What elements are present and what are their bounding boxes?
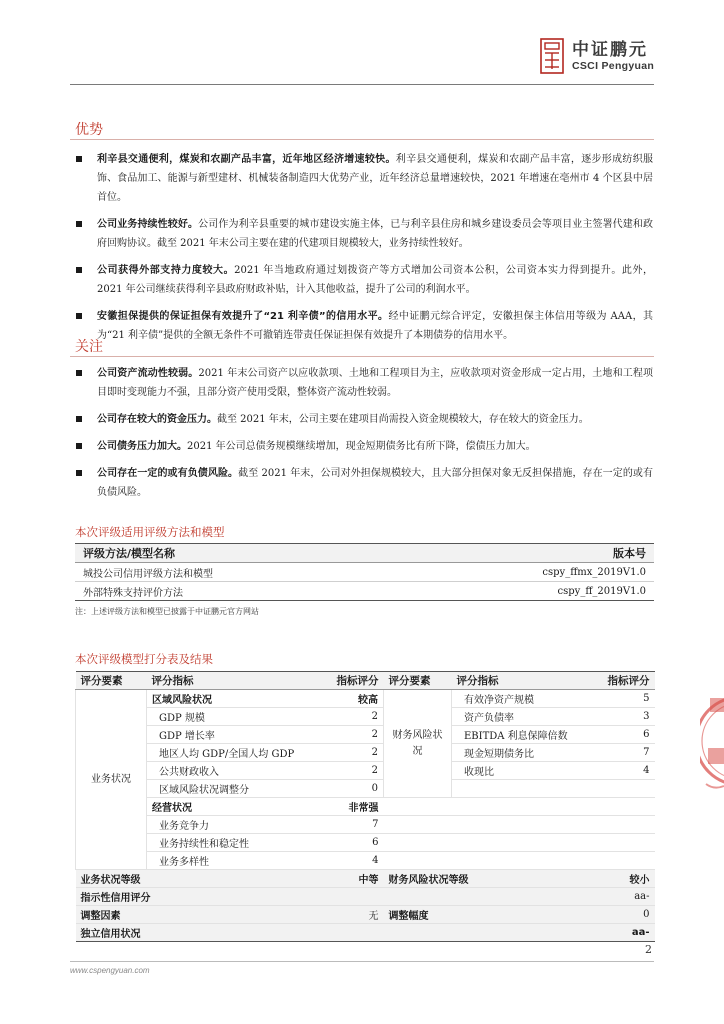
table-row [76,834,655,852]
table-cell: cspy_ffmx_2019V1.0 [393,563,654,582]
footer-website-link[interactable]: www.cspengyuan.com [70,966,150,975]
table-cell: 收现比 [452,762,597,780]
table-cell [384,834,655,852]
seal-stamp-icon [700,676,724,806]
business-group-cell: 业务状况 [76,690,147,870]
table-row [75,582,654,601]
table-row [76,690,655,708]
table-cell: 业务多样性 [147,852,297,870]
summary-row [76,888,655,906]
item-lead: 安徽担保提供的保证担保有效提升了“21 利辛债”的信用水平。 [97,311,389,322]
table-row [75,563,654,582]
bullet-square-icon [76,470,82,476]
item-lead: 公司存在较大的资金压力。 [97,414,217,425]
table-cell: aa- [297,924,655,942]
table-cell: 2 [297,708,384,726]
table-cell: 区域风险状况 [147,690,297,708]
item-text: 截至 2021 年末，公司对外担保规模较大，且大部分担保对象无反担保措施，存在一定的或有负债风险。 [97,468,653,498]
list-item [75,410,653,429]
column-header: 评分要素 [384,672,452,690]
table-cell: aa- [297,888,655,906]
summary-row [76,870,655,888]
table-row [76,816,655,834]
list-item [75,307,653,345]
column-header: 评分指标 [452,672,597,690]
table-cell: 较高 [297,690,384,708]
list-item [75,364,653,402]
advantages-title: 优势 [75,122,103,138]
table-cell: 资产负债率 [452,708,597,726]
column-header: 版本号 [393,544,654,563]
table-cell: 较小 [597,870,655,888]
table-cell [384,798,655,816]
table-cell: 有效净资产规模 [452,690,597,708]
column-header: 评级方法/模型名称 [75,544,393,563]
item-text: 2021 年末公司资产以应收款项、土地和工程项目为主，应收款项对资金形成一定占用，土地和工程项目即时变现能力不强，且部分资产使用受限，整体资产流动性较弱。 [97,368,653,398]
table-row [76,762,655,780]
item-lead: 公司资产流动性较弱。 [97,368,199,379]
item-lead: 公司获得外部支持力度较大。 [97,265,235,276]
advantages-rule [70,139,654,140]
item-text: 2021 年当地政府通过划拨资产等方式增加公司资本公积，公司资本实力得到提升。此外， 2021 年公司继续获得利辛县政府财政补贴，计入其他收益，提升了公司的利润水平。 [97,265,653,295]
table-row [76,798,655,816]
list-item [75,437,653,456]
table-cell: 非常强 [297,798,384,816]
bullet-square-icon [76,416,82,422]
bullet-square-icon [76,313,82,319]
table-cell: 2 [297,744,384,762]
table-cell: 无 [297,906,384,924]
column-header: 指标评分 [597,672,655,690]
item-text: 利辛县交通便利，煤炭和农副产品丰富，逐步形成纺织服饰、食品加工、能源与新型建材、机械装备制造四大优势产业，近年经济总量增速较快，2021 年增速在亳州市 4 个区县中居首位。 [97,154,654,203]
logo-mark-icon [540,38,564,74]
table-cell: 业务状况等级 [76,870,297,888]
methods-table [75,543,654,601]
methods-note: 注：上述评级方法和模型已披露于中证鹏元官方网站 [75,607,259,616]
table-row [76,852,655,870]
table-cell [384,852,655,870]
table-cell: 0 [297,780,384,798]
bullet-square-icon [76,443,82,449]
table-cell: 调整幅度 [384,906,597,924]
table-cell: EBITDA 利息保障倍数 [452,726,597,744]
table-cell [384,816,655,834]
item-text: 公司作为利辛县重要的城市建设实施主体，已与利辛县住房和城乡建设委员会等项目业主签署代建和政府回购协议。截至 2021 年末公司主要在建的代建项目规模较大，业务持续性较好。 [97,219,654,249]
table-cell: 4 [297,852,384,870]
item-lead: 公司债务压力加大。 [97,441,187,452]
list-item [75,464,653,502]
item-text: 2021 年公司总债务规模继续增加，现金短期债务比有所下降，偿债压力加大。 [187,441,536,452]
table-cell: 区域风险状况调整分 [147,780,297,798]
bullet-square-icon [76,370,82,376]
table-cell: 0 [597,906,655,924]
header-divider [70,84,654,85]
table-cell: 独立信用状况 [76,924,297,942]
table-cell [452,780,597,798]
concerns-list [75,364,653,502]
table-cell: GDP 增长率 [147,726,297,744]
bullet-square-icon [76,267,82,273]
table-cell: GDP 规模 [147,708,297,726]
table-cell: 6 [297,834,384,852]
table-cell: 7 [297,816,384,834]
table-cell: 业务竞争力 [147,816,297,834]
table-cell: cspy_ff_2019V1.0 [393,582,654,601]
table-cell: 城投公司信用评级方法和模型 [75,563,393,582]
table-cell: 外部特殊支持评价方法 [75,582,393,601]
table-cell: 调整因素 [76,906,297,924]
table-row [76,726,655,744]
table-cell: 公共财政收入 [147,762,297,780]
column-header: 评分要素 [76,672,147,690]
advantages-list [75,150,653,345]
item-lead: 公司业务持续性较好。 [97,219,199,230]
table-cell: 2 [297,762,384,780]
page-number: 2 [645,943,652,956]
table-cell: 财务风险状况等级 [384,870,597,888]
table-cell: 7 [597,744,655,762]
table-cell: 5 [597,690,655,708]
concerns-rule [70,356,654,357]
summary-row [76,924,655,942]
item-lead: 利辛县交通便利，煤炭和农副产品丰富，近年地区经济增速较快。 [97,154,396,165]
bullet-square-icon [76,156,82,162]
table-cell: 6 [597,726,655,744]
financial-group-cell: 财务风险状况 [384,690,452,798]
list-item [75,215,653,253]
logo-chinese-name: 中证鹏元 [572,39,648,60]
table-cell: 4 [597,762,655,780]
company-logo [540,38,654,74]
item-lead: 公司存在一定的或有负债风险。 [97,468,239,479]
table-header-row [75,544,654,563]
table-cell: 现金短期债务比 [452,744,597,762]
model-title: 本次评级模型打分表及结果 [75,652,213,666]
column-header: 评分指标 [147,672,297,690]
table-cell: 经营状况 [147,798,297,816]
table-cell [597,780,655,798]
table-row [76,744,655,762]
footer-divider [70,961,654,962]
list-item [75,150,653,207]
table-cell: 2 [297,726,384,744]
table-cell: 业务持续性和稳定性 [147,834,297,852]
model-table [75,671,655,942]
table-header-row [76,672,655,690]
table-cell: 3 [597,708,655,726]
item-text: 经中证鹏元综合评定，安徽担保主体信用等级为 AAA，其为“21 利辛债”提供的全额无条件不可撤销连带责任保证担保有效提升了本期债券的信用水平。 [97,311,653,341]
column-header: 指标评分 [297,672,384,690]
table-cell: 地区人均 GDP/全国人均 GDP [147,744,297,762]
item-text: 截至 2021 年末，公司主要在建项目尚需投入资金规模较大，存在较大的资金压力。 [217,414,589,425]
summary-row [76,906,655,924]
table-cell: 中等 [297,870,384,888]
table-row [76,708,655,726]
table-row [76,780,655,798]
table-cell: 指示性信用评分 [76,888,297,906]
concerns-title: 关注 [75,339,103,355]
list-item [75,261,653,299]
bullet-square-icon [76,221,82,227]
methods-title: 本次评级适用评级方法和模型 [75,525,225,539]
logo-english-name: CSCI Pengyuan [572,59,655,72]
